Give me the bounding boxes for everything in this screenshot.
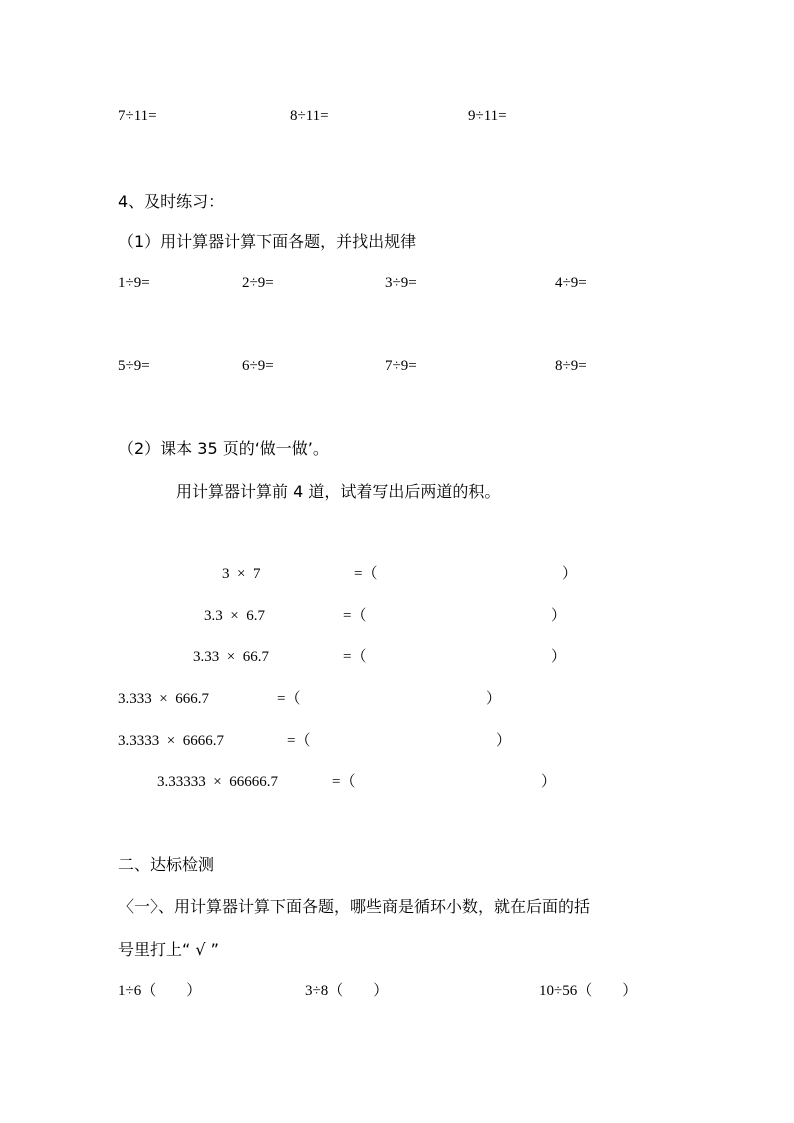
expr-8-div-9: 8÷9=: [555, 358, 587, 374]
expr-1-div-9: 1÷9=: [118, 275, 150, 291]
question-text-line-1: 〈一〉、用计算器计算下面各题，哪些商是循环小数，就在后面的括: [118, 897, 591, 916]
section-4-heading: 4、及时练习：: [118, 192, 225, 211]
product-close: ）: [551, 608, 567, 624]
section-2-heading: 二、达标检测: [118, 855, 215, 874]
product-open: =（: [287, 733, 311, 749]
expr-9-div-11: 9÷11=: [468, 108, 507, 124]
expr-3-div-9: 3÷9=: [385, 275, 417, 291]
product-expr: 3.3333 × 6666.7: [118, 733, 224, 749]
product-expr: 3.3 × 6.7: [204, 608, 265, 624]
check-item-3-div-8: 3÷8（ ）: [305, 983, 389, 999]
expr-4-div-9: 4÷9=: [555, 275, 587, 291]
part-2-title: （2）课本 35 页的‘做一做’。: [118, 439, 329, 458]
expr-8-div-11: 8÷11=: [290, 108, 329, 124]
product-open: =（: [343, 608, 367, 624]
expr-5-div-9: 5÷9=: [118, 358, 150, 374]
product-open: =（: [332, 774, 356, 790]
product-close: ）: [541, 774, 557, 790]
product-close: ）: [496, 733, 512, 749]
product-expr: 3.333 × 666.7: [118, 691, 209, 707]
product-close: ）: [562, 566, 578, 582]
check-item-1-div-6: 1÷6（ ）: [118, 983, 202, 999]
product-expr: 3 × 7: [222, 566, 261, 582]
product-close: ）: [486, 691, 502, 707]
expr-2-div-9: 2÷9=: [242, 275, 274, 291]
expr-7-div-11: 7÷11=: [118, 108, 157, 124]
product-expr: 3.33333 × 66666.7: [157, 774, 278, 790]
part-2-instruction: 用计算器计算前 4 道，试着写出后两道的积。: [176, 482, 501, 501]
product-open: =（: [354, 566, 378, 582]
product-close: ）: [551, 649, 567, 665]
check-item-10-div-56: 10÷56（ ）: [539, 983, 638, 999]
product-expr: 3.33 × 66.7: [193, 649, 269, 665]
expr-7-div-9: 7÷9=: [385, 358, 417, 374]
product-open: =（: [277, 691, 301, 707]
expr-6-div-9: 6÷9=: [242, 358, 274, 374]
product-open: =（: [343, 649, 367, 665]
question-text-line-2: 号里打上“ √ ”: [118, 940, 219, 959]
part-1-title: （1）用计算器计算下面各题，并找出规律: [118, 232, 417, 251]
